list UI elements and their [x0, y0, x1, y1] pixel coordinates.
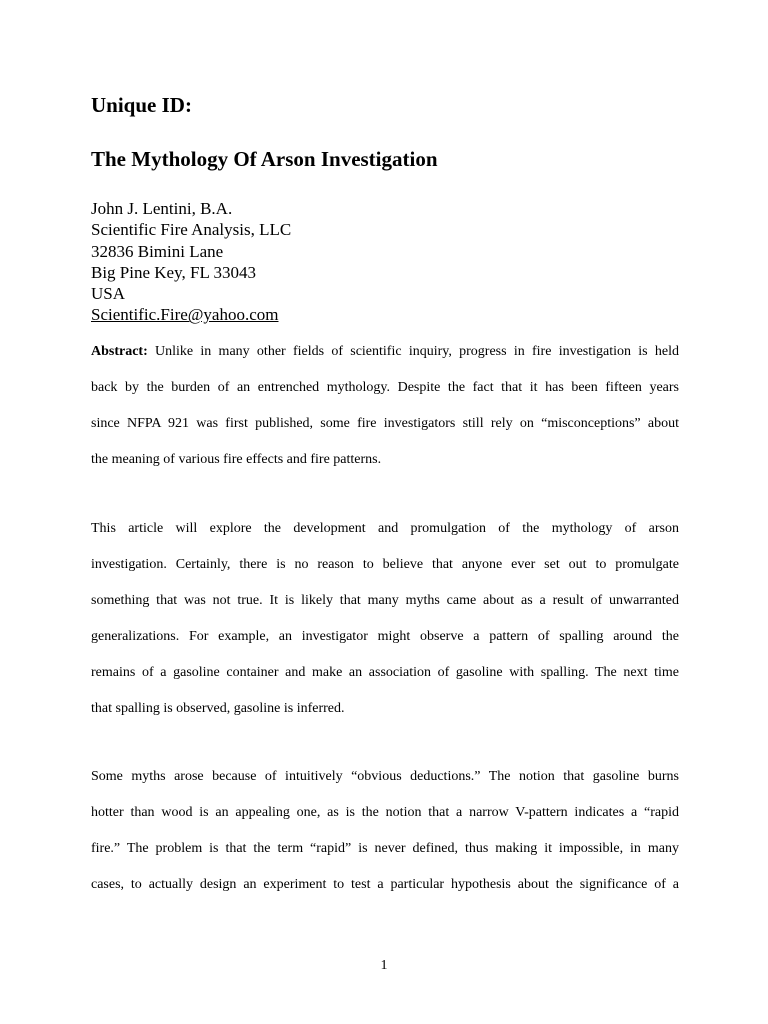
body-paragraph: [91, 520, 679, 736]
abstract-line-text: Unlike in many other fields of scientific inquiry, progress in fire investigation is held: [147, 344, 679, 359]
paragraph-line: fire.” The problem is that the term “rapid” is never defined, thus making it impossible, in many: [91, 841, 679, 856]
abstract-line: [91, 343, 679, 379]
paragraph-line: This article will explore the development and promulgation of the mythology of arson: [91, 521, 679, 536]
paragraph-line: generalizations. For example, an investigator might observe a pattern of spalling around the: [91, 629, 679, 644]
abstract-line: since NFPA 921 was first published, some fire investigators still rely on “misconceptions” about: [91, 416, 679, 431]
unique-id-heading: Unique ID:: [91, 93, 192, 117]
paragraph-line: that spalling is observed, gasoline is inferred.: [91, 701, 345, 716]
paragraph-line: remains of a gasoline container and make an association of gasoline with spalling. The next time: [91, 665, 679, 680]
abstract-label: Abstract:: [91, 344, 148, 359]
body-paragraph: [91, 768, 679, 912]
paragraph-line: hotter than wood is an appealing one, as is the notion that a narrow V-pattern indicates a “rapid: [91, 805, 679, 820]
document-title: The Mythology Of Arson Investigation: [91, 147, 438, 171]
paragraph-line: something that was not true. It is likely that many myths came about as a result of unwarranted: [91, 593, 679, 608]
author-name: John J. Lentini, B.A.: [91, 199, 233, 218]
abstract-line: back by the burden of an entrenched mythology. Despite the fact that it has been fifteen years: [91, 380, 679, 395]
author-country: USA: [91, 284, 126, 304]
paragraph-line: cases, to actually design an experiment to test a particular hypothesis about the significance of a: [91, 877, 679, 892]
author-block: [91, 198, 291, 326]
author-street: 32836 Bimini Lane: [91, 241, 224, 261]
author-organization: Scientific Fire Analysis, LLC: [91, 220, 292, 240]
abstract-line: the meaning of various fire effects and fire patterns.: [91, 452, 382, 467]
paragraph-line: investigation. Certainly, there is no reason to believe that anyone ever set out to promulgate: [91, 557, 679, 572]
author-city-state-zip: Big Pine Key, FL 33043: [91, 262, 256, 282]
page-number: 1: [380, 958, 388, 973]
abstract-paragraph: [91, 343, 679, 487]
paragraph-line: Some myths arose because of intuitively “obvious deductions.” The notion that gasoline burns: [91, 769, 679, 784]
author-email-link[interactable]: Scientific.Fire@yahoo.com: [91, 305, 279, 325]
